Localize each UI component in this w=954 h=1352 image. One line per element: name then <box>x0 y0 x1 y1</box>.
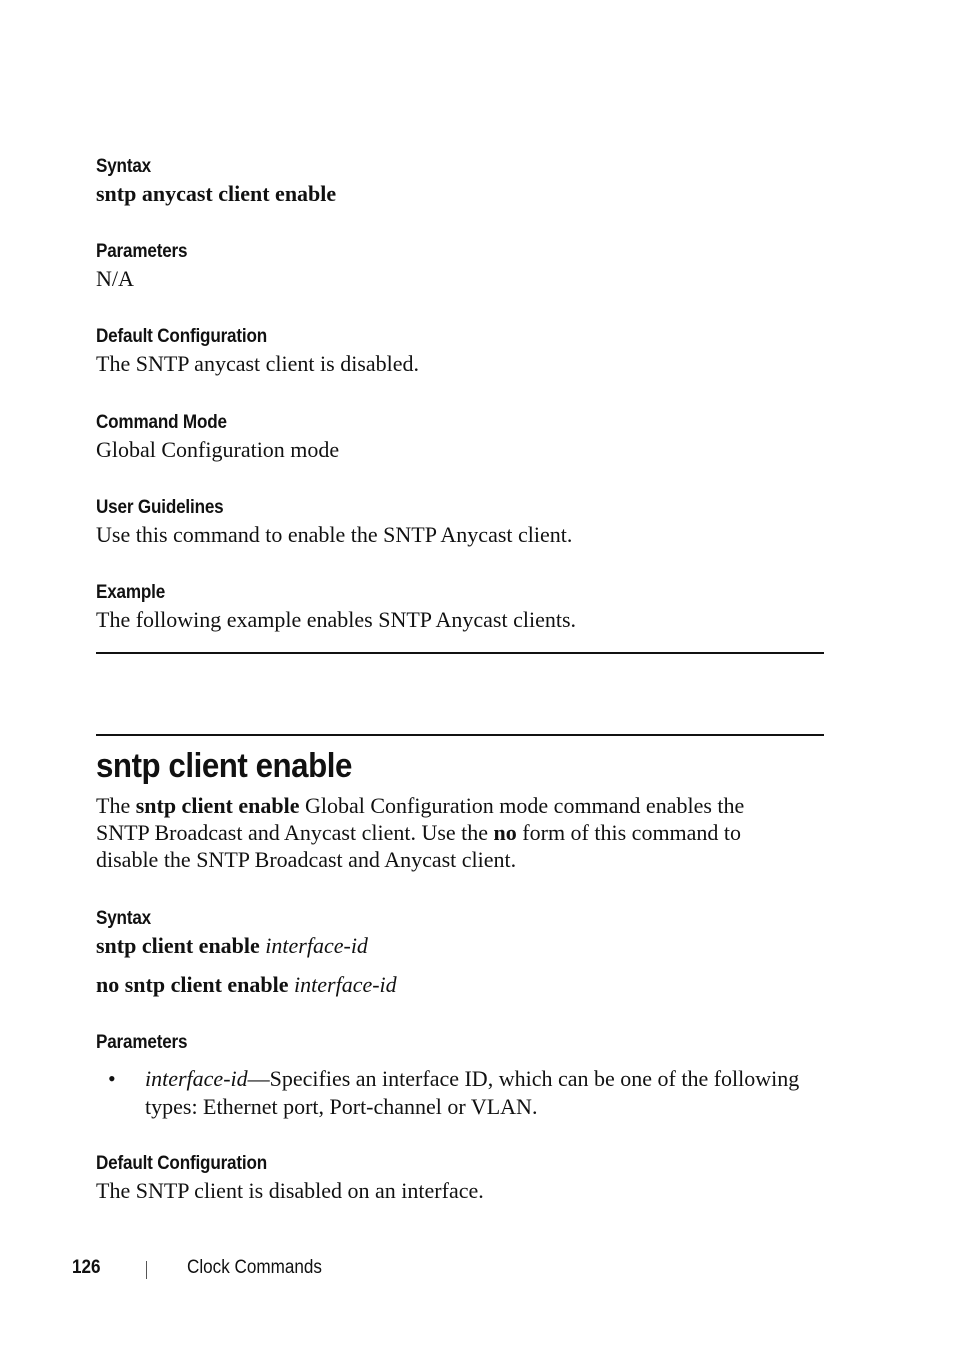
intro-line-1-post: Global Configuration mode command enables the <box>299 793 745 818</box>
command-mode-heading: Command Mode <box>96 412 227 433</box>
intro-line-1-pre: The <box>96 793 136 818</box>
intro-command: sntp client enable <box>135 793 300 818</box>
chapter-title: Clock Commands <box>187 1257 322 1278</box>
default-configuration-heading-2: Default Configuration <box>96 1153 268 1174</box>
section-title: sntp client enable <box>96 747 352 785</box>
user-guidelines-text: Use this command to enable the SNTP Anycast client. <box>96 522 573 547</box>
parameter-name: interface-id <box>145 1066 248 1091</box>
parameters-heading: Parameters <box>96 241 188 262</box>
syntax-heading: Syntax <box>96 156 151 177</box>
syntax-heading-2: Syntax <box>96 908 151 929</box>
default-configuration-heading: Default Configuration <box>96 326 268 347</box>
example-text: The following example enables SNTP Anycast clients. <box>96 607 577 632</box>
syntax-command <box>96 180 336 208</box>
syntax-argument-2: interface-id <box>294 972 397 997</box>
example-heading: Example <box>96 582 166 603</box>
intro-no-keyword: no <box>493 820 517 845</box>
syntax-line-2 <box>96 971 397 999</box>
intro-line-2 <box>96 819 741 847</box>
syntax-line-1 <box>96 932 368 960</box>
intro-line-2-pre: SNTP Broadcast and Anycast client. Use the <box>96 820 494 845</box>
parameters-text: N/A <box>96 266 134 291</box>
intro-line-1 <box>96 792 744 820</box>
section-end-rule <box>96 652 824 654</box>
syntax-command-2: no sntp client enable <box>96 972 289 997</box>
bullet-symbol: • <box>108 1066 116 1091</box>
syntax-command-text: sntp anycast client enable <box>96 181 337 206</box>
section-start-rule <box>96 734 824 736</box>
parameters-heading-2: Parameters <box>96 1032 188 1053</box>
parameter-item <box>145 1065 835 1120</box>
default-configuration-text-2: The SNTP client is disabled on an interface. <box>96 1178 484 1203</box>
syntax-argument-1: interface-id <box>265 933 368 958</box>
intro-line-3: disable the SNTP Broadcast and Anycast client. <box>96 847 517 872</box>
default-configuration-text: The SNTP anycast client is disabled. <box>96 351 420 376</box>
parameter-description: —Specifies an interface ID, which can be one of the following types: Ethernet port, Port-channel or VLAN. <box>145 1066 800 1119</box>
syntax-command-1: sntp client enable <box>96 933 260 958</box>
intro-line-2-post: form of this command to <box>516 820 742 845</box>
command-mode-text: Global Configuration mode <box>96 437 340 462</box>
footer-separator <box>146 1261 147 1279</box>
page-number: 126 <box>72 1257 101 1278</box>
user-guidelines-heading: User Guidelines <box>96 497 224 518</box>
